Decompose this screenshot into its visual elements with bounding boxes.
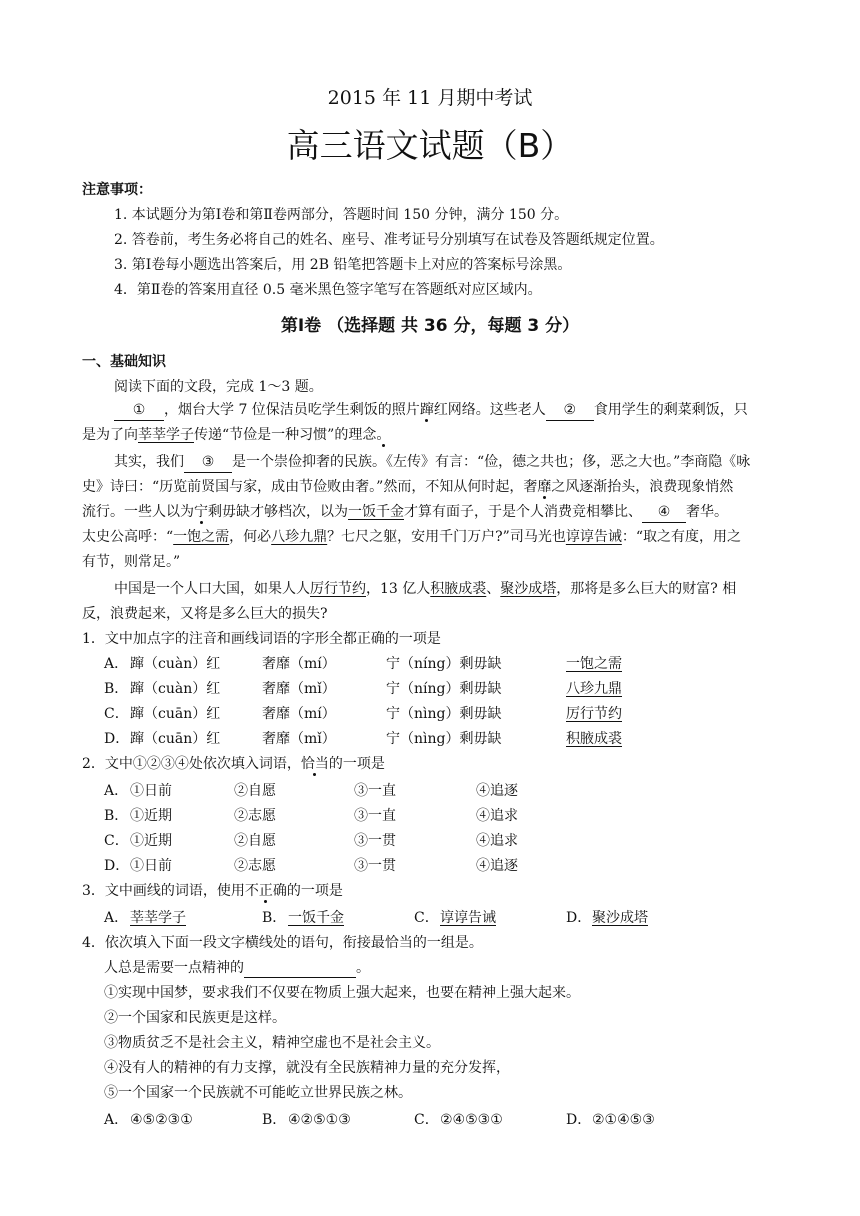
blank-2: ② [546, 400, 594, 421]
passage-line [114, 452, 750, 473]
exam-date-title: 2015 年 11 月期中考试 [327, 87, 533, 109]
sentence-item: ①实现中国梦，要求我们不仅要在物质上强大起来，也要在精神上强大起来。 [104, 985, 580, 1001]
passage-text: ：“取之有度，用之 [621, 529, 742, 545]
option-label: B． [104, 681, 129, 697]
passage-text: 才算有面子，于是个人消费竞相攀比、 [404, 504, 642, 520]
option-cell: 宁（níng）剩毋缺 [386, 681, 502, 697]
passage-text: 食用学生的剩菜剩饭，只 [593, 402, 748, 418]
passage-line [114, 579, 736, 599]
option-cell: ④②⑤①③ [288, 1112, 351, 1128]
option-cell: 奢靡（mí） [262, 706, 336, 722]
stem-text: 2．文中①②③④处依次填入词语， [82, 756, 301, 772]
option-cell: 谆谆告诫 [440, 910, 496, 926]
option-cell: ④追求 [476, 808, 518, 824]
option-label: C． [414, 1112, 439, 1128]
option-cell: 奢靡（mí） [262, 656, 336, 672]
passage-text: ，何必 [229, 529, 272, 545]
passage-line: 有节，则常足。” [82, 554, 181, 570]
passage-text: 是为了向 [82, 427, 138, 443]
option-cell: 蹿（cuàn）红 [130, 656, 221, 672]
passage-text: ？七尺之躯，安用千门万户?”司马光也 [327, 529, 566, 545]
option-label: B． [104, 808, 129, 824]
option-cell: ②志愿 [234, 858, 276, 874]
underlined-word: 谆谆告诫 [565, 529, 622, 545]
passage-text: 红网络。这些老人 [433, 402, 546, 418]
underlined-word: 积腋成裘 [430, 581, 487, 597]
option-cell: ①近期 [130, 808, 172, 824]
option-cell: ③一贯 [354, 833, 396, 849]
reading-intro: 阅读下面的文段，完成 1～3 题。 [114, 379, 323, 395]
sentence-item: ③物质贫乏不是社会主义，精神空虚也不是社会主义。 [104, 1035, 440, 1051]
option-cell: 宁（nìng）剩毋缺 [386, 731, 502, 747]
option-cell: 蹿（cuān）红 [130, 706, 221, 722]
passage-line [82, 425, 390, 445]
passage-text: ，烟台大学 7 位保洁员吃学生剩饭的照片 [164, 402, 420, 418]
note-item: 1. 本试题分为第Ⅰ卷和第Ⅱ卷两部分，答题时间 150 分钟，满分 150 分。 [114, 207, 569, 223]
dotted-word: 恰当 [300, 756, 329, 772]
passage-text: 传递“节俭是一种习惯”的理念 [194, 427, 377, 443]
passage-text: 流行。一些人以为 [82, 504, 194, 520]
passage-text: 之风逐渐抬头，浪费现象悄然 [551, 479, 734, 495]
passage-text: 史》诗曰：“历览前贤国与家，成由节俭败由奢。”然而，不知从何时起，奢 [82, 479, 538, 495]
option-cell: 蹿（cuān）红 [130, 731, 221, 747]
option-cell: 宁（níng）剩毋缺 [386, 656, 502, 672]
passage-text: 是一个崇俭抑奢的民族。《左传》有言：“俭，德之共也；侈，恶之大也。”李商隐《咏 [232, 454, 751, 470]
option-cell: 厉行节约 [566, 706, 622, 722]
option-cell: ①日前 [130, 858, 172, 874]
question-3-stem [82, 881, 343, 901]
sentence-item: ⑤一个国家一个民族就不可能屹立世界民族之林。 [104, 1085, 412, 1101]
lead-text: 人总是需要一点精神的 [104, 960, 244, 976]
option-cell: ④追逐 [476, 783, 518, 799]
dotted-char: 。 [376, 427, 391, 443]
blank-4: ④ [642, 502, 686, 523]
option-cell: ①近期 [130, 833, 172, 849]
option-cell: ③一直 [354, 783, 396, 799]
dotted-word: 不正确 [244, 883, 287, 899]
option-label: A． [104, 910, 129, 926]
option-label: A． [104, 783, 129, 799]
option-label: D． [104, 858, 130, 874]
option-cell: ②①④⑤③ [592, 1112, 655, 1128]
option-label: B． [262, 910, 287, 926]
option-cell: 一饱之需 [566, 656, 622, 672]
question-2-stem [82, 754, 385, 774]
dotted-char: 靡 [537, 479, 552, 495]
answer-blank [244, 961, 356, 978]
option-cell: ①日前 [130, 783, 172, 799]
note-item: 4．第Ⅱ卷的答案用直径 0.5 毫米黑色签字笔写在答题纸对应区域内。 [114, 282, 542, 298]
passage-line [82, 502, 728, 523]
option-cell: 蹿（cuàn）红 [130, 681, 221, 697]
underlined-word: 莘莘学子 [138, 427, 194, 443]
notes-heading: 注意事项： [82, 182, 152, 198]
option-cell: ④⑤②③① [130, 1112, 193, 1128]
passage-line [114, 400, 784, 421]
option-cell: ②④⑤③① [440, 1112, 503, 1128]
option-cell: ③一贯 [354, 858, 396, 874]
passage-text: 奢华。 [686, 504, 728, 520]
option-label: A． [104, 656, 129, 672]
option-label: C． [104, 706, 129, 722]
stem-text: 的一项是 [328, 756, 385, 772]
option-cell: 聚沙成塔 [592, 910, 648, 926]
passage-text: ，13 亿人 [366, 581, 431, 597]
passage-line [82, 527, 741, 547]
option-cell: 莘莘学子 [130, 910, 186, 926]
option-cell: 宁（nìng）剩毋缺 [386, 706, 502, 722]
dotted-char: 宁 [194, 504, 208, 520]
lead-text: 。 [356, 960, 370, 976]
option-cell: ②志愿 [234, 808, 276, 824]
passage-text: 剩毋缺才够档次，以为 [208, 504, 348, 520]
option-label: D． [104, 731, 130, 747]
option-label: C． [104, 833, 129, 849]
underlined-word: 一饱之需 [173, 529, 230, 545]
option-cell: 八珍九鼎 [566, 681, 622, 697]
passage-text: ，那将是多么巨大的财富? 相 [556, 581, 737, 597]
blank-3: ③ [184, 452, 232, 473]
underlined-word: 聚沙成塔 [500, 581, 557, 597]
section-heading: 一、基础知识 [82, 354, 166, 370]
option-label: B． [262, 1112, 287, 1128]
option-cell: 一饭千金 [288, 910, 344, 926]
passage-line: 反，浪费起来，又将是多么巨大的损失? [82, 606, 328, 622]
question-1-stem: 1．文中加点字的注音和画线词语的字形全都正确的一项是 [82, 631, 441, 647]
passage-line [82, 477, 733, 497]
underlined-word: 厉行节约 [310, 581, 366, 597]
option-cell: 奢靡（mǐ） [262, 681, 336, 697]
question-4-stem: 4．依次填入下面一段文字横线处的语句，衔接最恰当的一组是。 [82, 935, 483, 951]
dotted-char: 蹿 [419, 402, 434, 418]
question-4-lead [104, 958, 370, 978]
underlined-word: 八珍九鼎 [271, 529, 328, 545]
blank-1: ① [114, 400, 164, 421]
passage-text: 、 [486, 581, 501, 597]
passage-text: 其实，我们 [114, 454, 184, 470]
option-cell: 奢靡（mǐ） [262, 731, 336, 747]
stem-text: 3．文中画线的词语，使用 [82, 883, 245, 899]
option-label: A． [104, 1112, 129, 1128]
option-cell: ③一直 [354, 808, 396, 824]
passage-text: 中国是一个人口大国，如果人人 [114, 581, 310, 597]
note-item: 2. 答卷前，考生务必将自己的姓名、座号、准考证号分别填写在试卷及答题纸规定位置。 [114, 232, 664, 248]
option-cell: ②自愿 [234, 833, 276, 849]
option-label: D． [566, 1112, 592, 1128]
option-cell: ②自愿 [234, 783, 276, 799]
option-label: D． [566, 910, 592, 926]
option-cell: ④追逐 [476, 858, 518, 874]
sentence-item: ②一个国家和民族更是这样。 [104, 1010, 286, 1026]
option-cell: ④追求 [476, 833, 518, 849]
stem-text: 的一项是 [286, 883, 343, 899]
option-label: C． [414, 910, 439, 926]
page-title: 高三语文试题（B） [286, 126, 574, 165]
option-cell: 积腋成裘 [566, 731, 622, 747]
underlined-word: 一饭千金 [348, 504, 404, 520]
note-item: 3. 第Ⅰ卷每小题选出答案后，用 2B 铅笔把答题卡上对应的答案标号涂黑。 [114, 257, 572, 273]
sentence-item: ④没有人的精神的有力支撑，就没有全民族精神力量的充分发挥， [104, 1060, 510, 1076]
passage-text: 太史公高呼：“ [82, 529, 174, 545]
part1-heading: 第Ⅰ卷 （选择题 共 36 分，每题 3 分） [280, 316, 580, 336]
